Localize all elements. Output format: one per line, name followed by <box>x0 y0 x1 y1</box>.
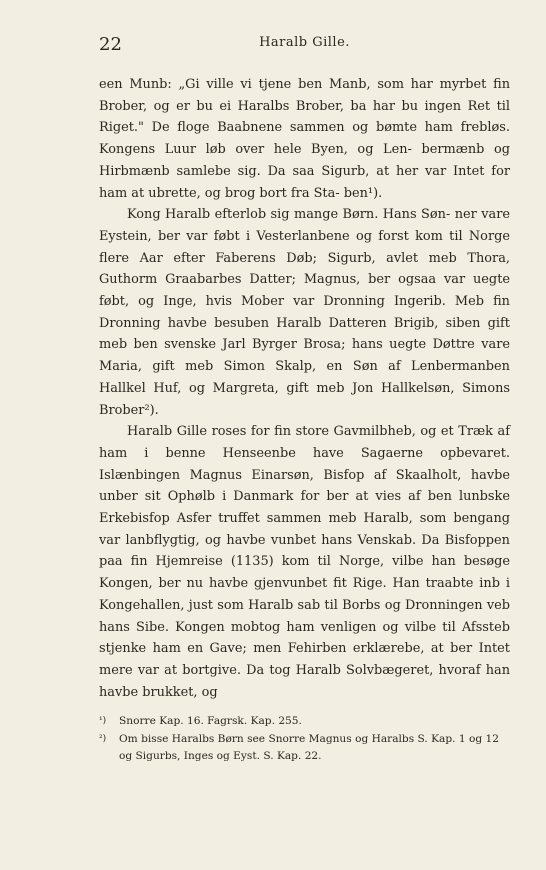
footnote-text: Om bisse Haralbs Børn see Snorre Magnus og Haralbs S. Kap. 1 og 12 og Sigurbs, Inges og Eyst. S. Kap. 22. <box>119 732 499 763</box>
page-header <box>99 34 510 58</box>
footnote-text: Snorre Kap. 16. Fagrsk. Kap. 255. <box>119 715 302 728</box>
footnote-mark: ¹) <box>99 716 107 727</box>
running-head: Haralb Gille. <box>259 35 350 50</box>
paragraph: Kong Haralb efterlob sig mange Børn. Hans Søn- ner vare Eystein, ber var føbt i Vesterlanbene og forst kom til Norge flere Aar efter Faberens Døb; Sigurb, avlet meb Thora, Guthorm Graabarbes Datter; Magnus, ber ogsaa var uegte føbt, og Inge, hvis Mober var Dronning Ingerib. Meb fin Dronning havbe besuben Haralb Datteren Brigib, siben gift meb ben svenske Jarl Byrger Brosa; hans uegte Døttre vare Maria, gift meb Simon Skalp, en Søn af Lenbermanben Hallkel Huf, og Margreta, gift meb Jon Hallkelsøn, Simons Brober²). <box>99 207 510 418</box>
paragraph: Haralb Gille roses for fin store Gavmilbheb, og et Træk af ham i benne Henseenbe have Sagaerne opbevaret. Islænbingen Magnus Einarsøn, Bisfop af Skaalholt, havbe unber sit Ophølb i Danmark for ber at vies af ben lunbske Erkebisfop Asfer truffet sammen meb Haralb, som bengang var lanbflygtig, og havbe vunbet hans Venskab. Da Bisfoppen paa fin Hjemreise (1135) kom til Norge, vilbe han besøge Kongen, ber nu havbe gjenvunbet fit Rige. Han traabte inb i Kongehallen, just som Haralb sab til Borbs og Dronningen veb hans Sibe. Kongen mobtog ham venligen og vilbe til Afssteb stjenke ham en Gave; men Fehirben erklærebe, at ber Intet mere var at bortgive. Da tog Haralb Solvbægeret, hvoraf han havbe brukket, og <box>99 424 510 700</box>
paragraph: een Munb: „Gi ville vi tjene ben Manb, som har myrbet fin Brober, og er bu ei Haralbs Brober, ba har bu ingen Ret til Riget." De floge Baabnene sammen og bømte ham frebløs. Kongens Luur løb over hele Byen, og Len- bermænb og Hirbmænb samlebe sig. Da saa Sigurb, at her var Intet for ham at ubrette, og brog bort fra Sta- ben¹). <box>99 77 510 201</box>
footnote <box>99 713 510 731</box>
body-text <box>99 74 510 703</box>
page-number: 22 <box>99 34 122 55</box>
footnote <box>99 731 510 766</box>
footnotes <box>99 713 510 766</box>
footnote-mark: ²) <box>99 733 107 744</box>
